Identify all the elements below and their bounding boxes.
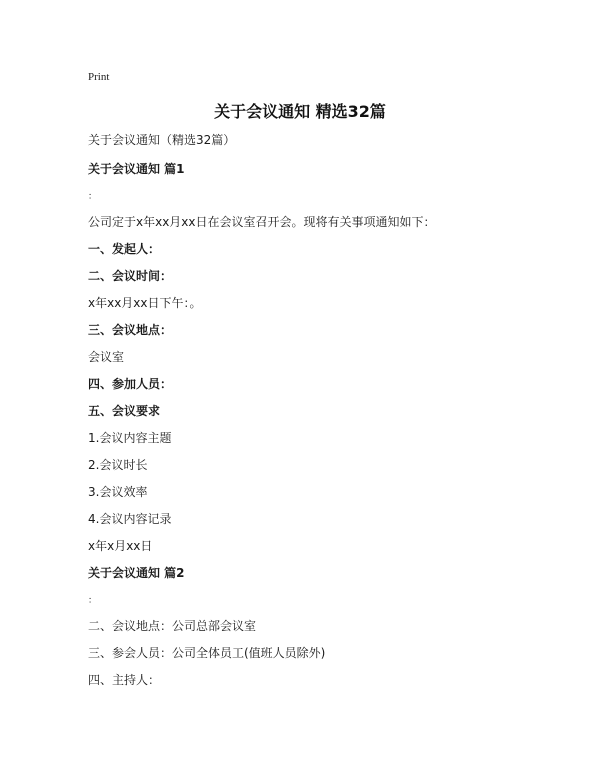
document-title: 关于会议通知 精选32篇 xyxy=(214,102,386,121)
colon-mark: ： xyxy=(88,192,98,202)
meeting-time-value: x年xx月xx日下午：。 xyxy=(88,296,202,310)
item-requirements: 五、会议要求 xyxy=(88,404,161,418)
requirement-3: 3.会议效率 xyxy=(88,485,148,499)
s2-meeting-place: 二、会议地点：公司总部会议室 xyxy=(88,619,257,633)
item-meeting-time: 二、会议时间： xyxy=(88,269,173,283)
item-initiator: 一、发起人： xyxy=(88,242,161,256)
subtitle: 关于会议通知（精选32篇） xyxy=(88,133,236,147)
intro-paragraph: 公司定于x年xx月xx日在会议室召开会。现将有关事项通知如下： xyxy=(88,215,436,229)
section2-heading: 关于会议通知 篇2 xyxy=(88,566,185,580)
print-label: Print xyxy=(88,71,110,83)
item-meeting-place: 三、会议地点： xyxy=(88,323,173,337)
section1-heading: 关于会议通知 篇1 xyxy=(88,162,185,176)
meeting-place-value: 会议室 xyxy=(88,350,125,364)
requirement-1: 1.会议内容主题 xyxy=(88,431,172,445)
requirement-4: 4.会议内容记录 xyxy=(88,512,172,526)
s2-attendees: 三、参会人员：公司全体员工(值班人员除外) xyxy=(88,646,326,660)
colon-mark: ： xyxy=(88,596,98,606)
date-signature: x年x月xx日 xyxy=(88,539,153,553)
s2-host: 四、主持人： xyxy=(88,673,161,687)
item-attendees: 四、参加人员： xyxy=(88,377,173,391)
requirement-2: 2.会议时长 xyxy=(88,458,148,472)
